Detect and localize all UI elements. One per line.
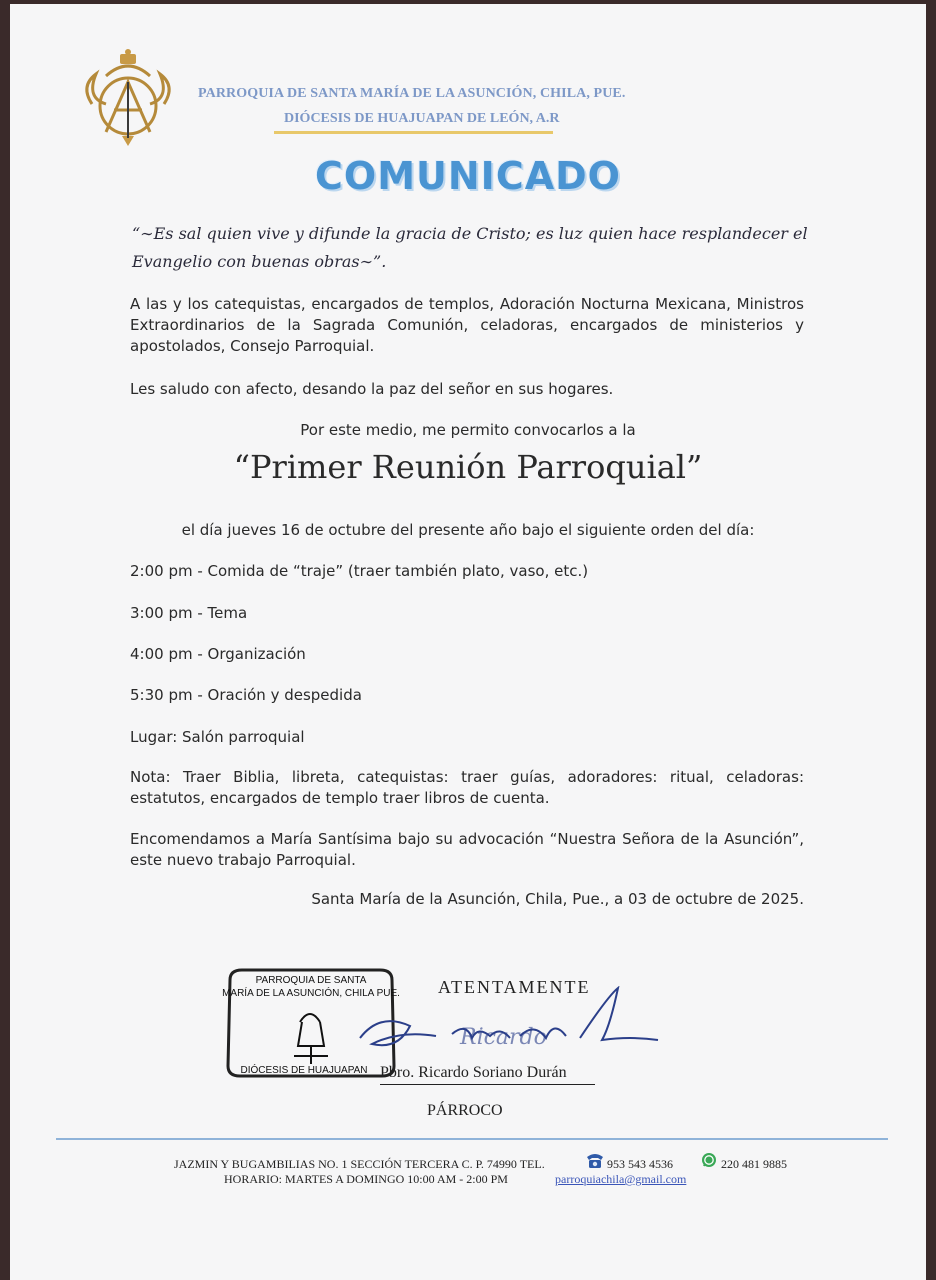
stamp-text-top: PARROQUIA DE SANTA [255,975,367,986]
signer-role: PÁRROCO [427,1102,503,1119]
footer-phone: 953 543 4536 [607,1157,673,1171]
closing-paragraph: Encomendamos a María Santísima bajo su advocación “Nuestra Señora de la Asunción”, este nuevo trabajo Parroquial. [130,830,804,869]
footer-hours: HORARIO: MARTES A DOMINGO 10:00 AM - 2:00 PM [224,1172,508,1186]
parish-monogram-icon [76,46,180,150]
signature-line [380,1084,595,1085]
intro-line: Por este medio, me permito convocarlos a la [300,421,636,439]
place-date-line: Santa María de la Asunción, Chila, Pue., a 03 de octubre de 2025. [311,890,804,908]
stamp-text-mid: MARÍA DE LA ASUNCIÓN, CHILA PUE. [222,988,400,999]
place-line: Lugar: Salón parroquial [130,728,305,746]
signer-name: Pbro. Ricardo Soriano Durán [380,1064,567,1081]
telephone-icon [585,1151,605,1169]
agenda-item: 3:00 pm - Tema [130,604,248,622]
whatsapp-icon [701,1152,717,1168]
footer-address: JAZMIN Y BUGAMBILIAS NO. 1 SECCIÓN TERCERA C. P. 74990 TEL. [174,1157,545,1171]
date-line: el día jueves 16 de octubre del presente año bajo el siguiente orden del día: [181,521,755,539]
greeting-paragraph: Les saludo con afecto, desando la paz del señor en sus hogares. [130,380,614,398]
signature-scribble [340,986,660,1066]
footer-email-link[interactable]: parroquiachila@gmail.com [555,1172,687,1186]
agenda-item: 4:00 pm - Organización [130,645,306,663]
quote-text: “∼Es sal quien vive y difunde la gracia de Cristo; es luz quien hace resplandecer el Evangelio con buenas obras∼”. [132,224,808,271]
page-title: COMUNICADO [315,154,621,198]
header-divider [274,131,553,134]
note-paragraph: Nota: Traer Biblia, libreta, catequistas: traer guías, adoradores: ritual, celadoras: estatutos, encargados de templo traer libros de cuenta. [130,768,804,807]
footer-whatsapp: 220 481 9885 [721,1157,787,1171]
agenda-item: 5:30 pm - Oración y despedida [130,686,362,704]
agenda-item: 2:00 pm - Comida de “traje” (traer también plato, vaso, etc.) [130,562,589,580]
footer-divider [56,1138,888,1140]
diocese-name: DIÓCESIS DE HUAJUAPAN DE LEÓN, A.R [284,111,560,126]
stamp-text-bottom: DIÓCESIS DE HUAJUAPAN [240,1065,368,1076]
parish-name: PARROQUIA DE SANTA MARÍA DE LA ASUNCIÓN, CHILA, PUE. [198,86,626,101]
valediction: ATENTAMENTE [438,977,591,997]
event-title: “Primer Reunión Parroquial” [233,448,703,486]
signature-handwriting: Ricardo [460,1025,547,1050]
audience-paragraph: A las y los catequistas, encargados de templos, Adoración Nocturna Mexicana, Ministros Extraordinarios de la Sagrada Comunión, celadoras, encargados de ministerios y apostolados, Consejo Parroquial. [130,295,804,355]
